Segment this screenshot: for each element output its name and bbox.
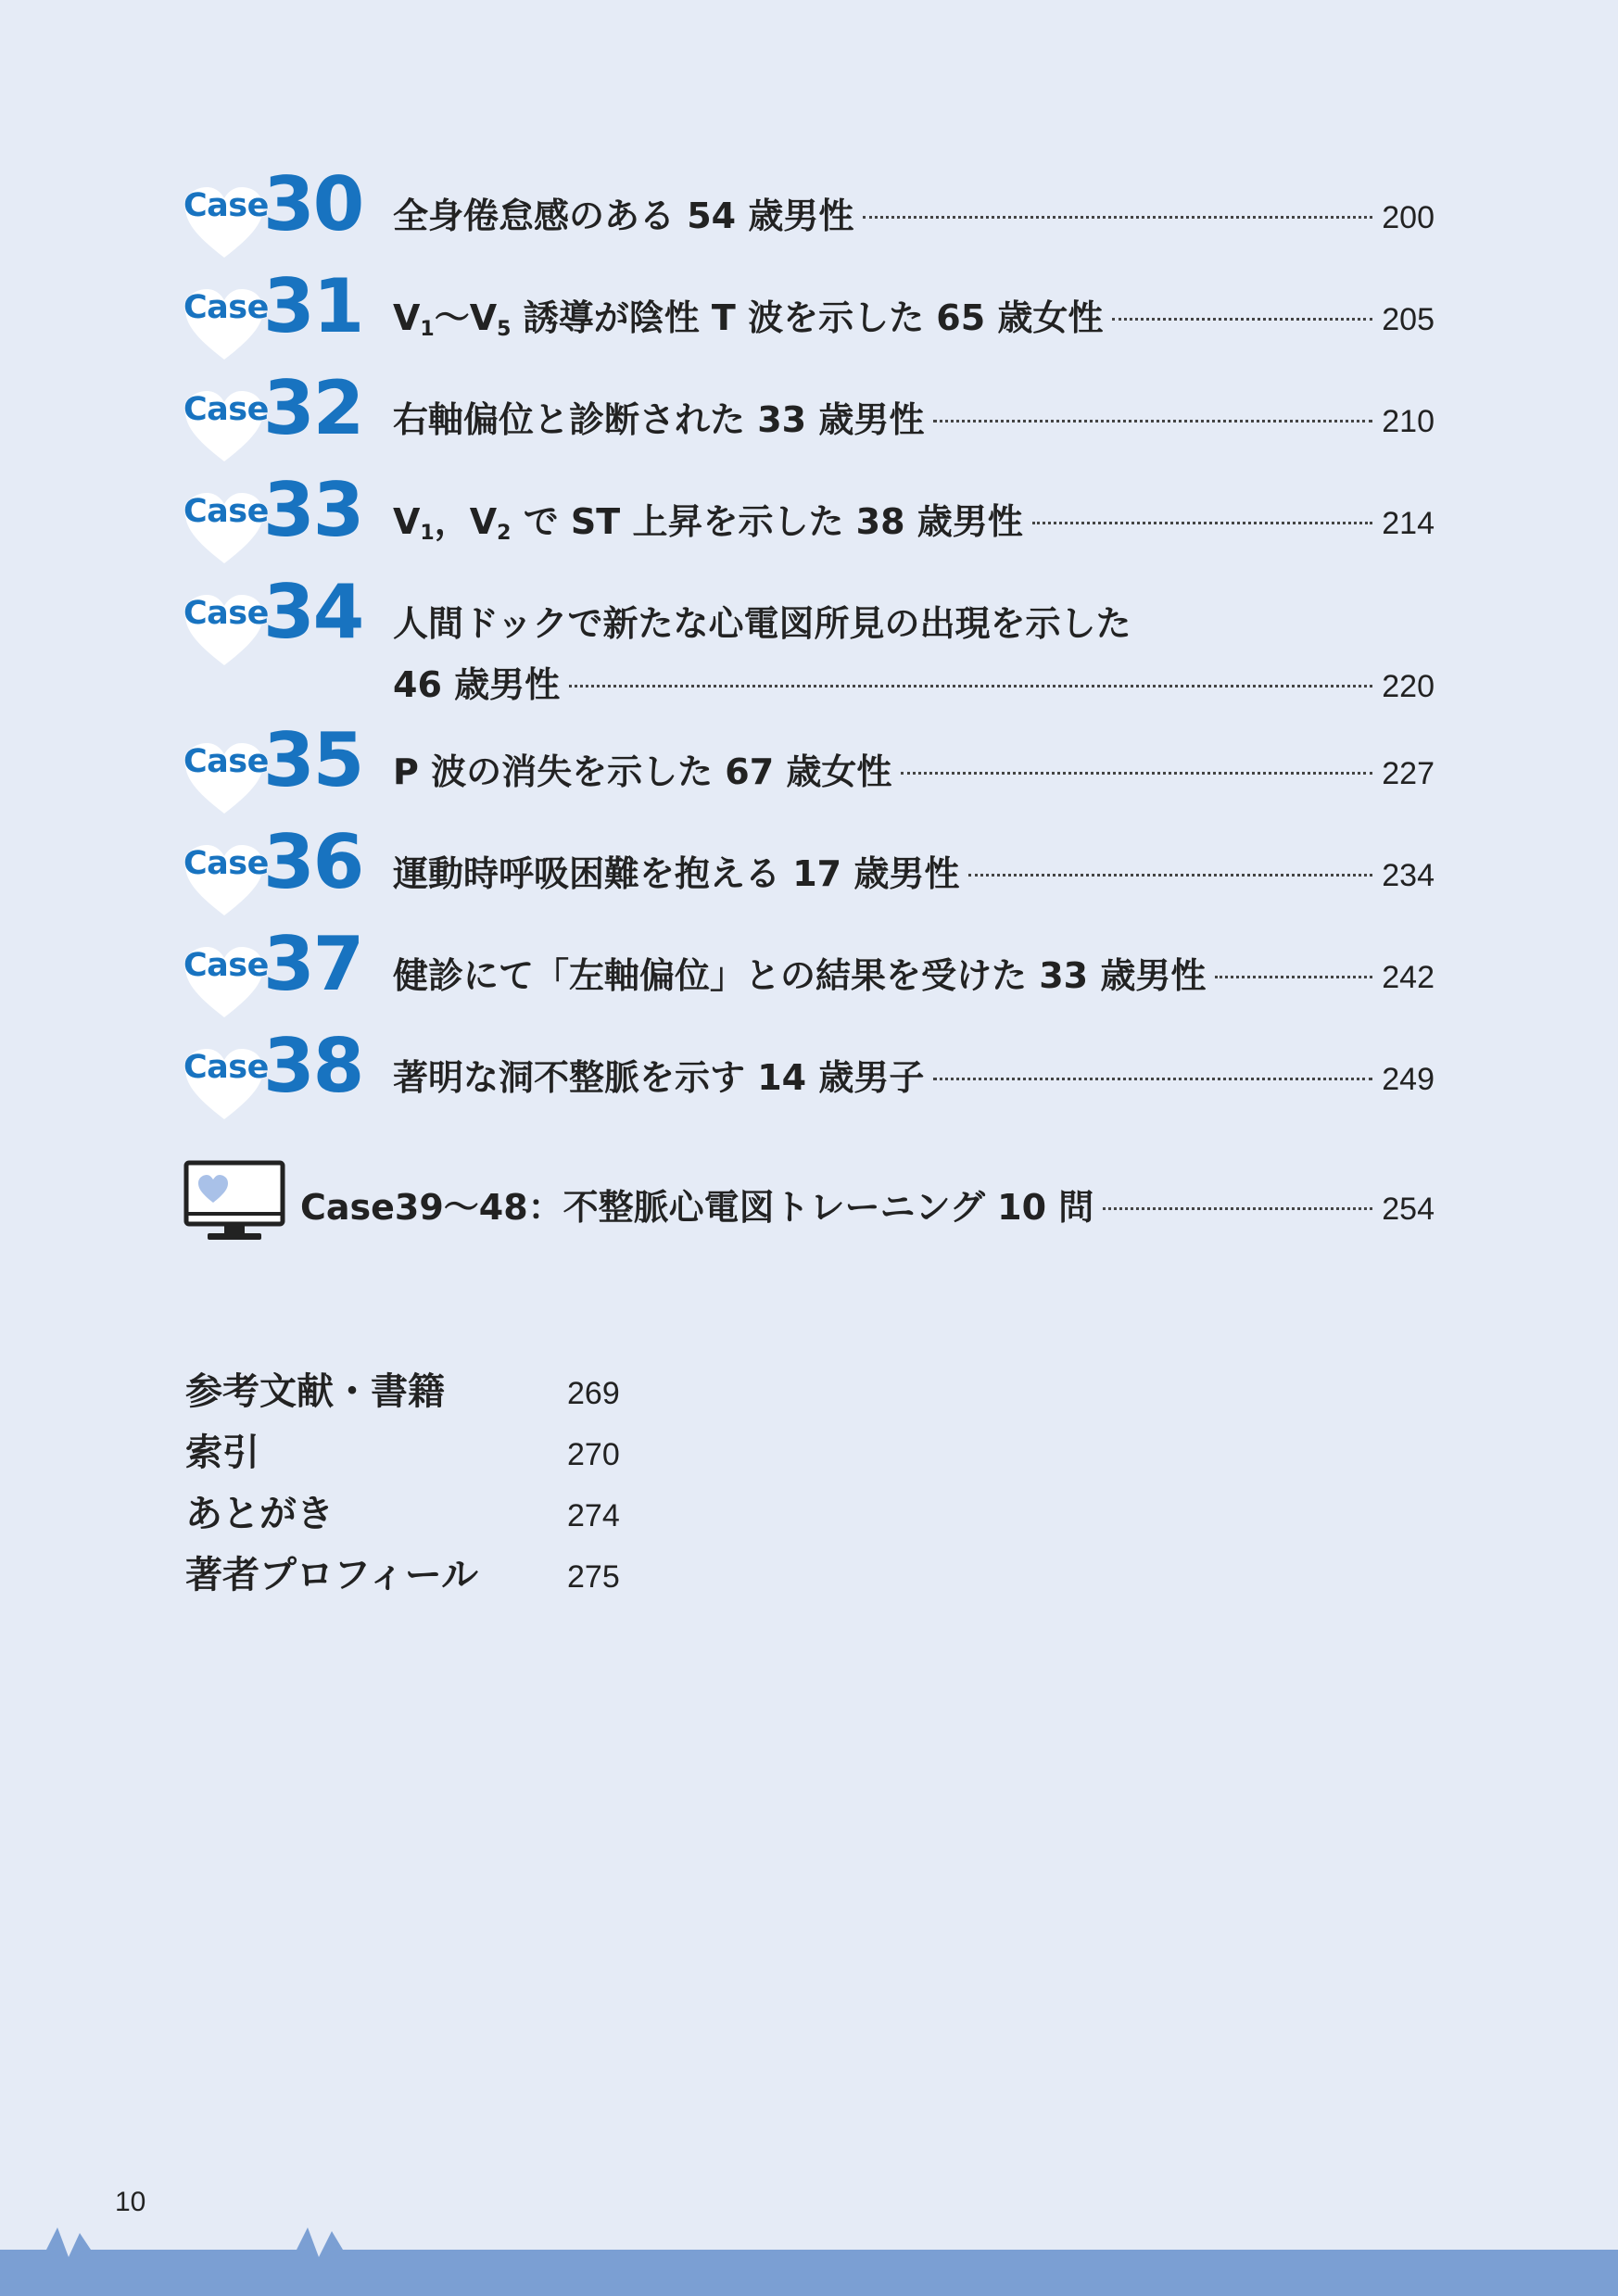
leader-dots [901, 772, 1372, 775]
leader-dots [1103, 1207, 1372, 1210]
footer-ecg-band [0, 2214, 1618, 2296]
entry-title: 右軸偏位と診断された 33 歳男性 [393, 399, 925, 440]
toc-entry-case-33[interactable] [182, 467, 1435, 584]
appendix-item-afterword[interactable] [185, 1484, 834, 1545]
entry-title: P 波の消失を示した 67 歳女性 [393, 751, 892, 792]
entry-page-number: 234 [1382, 858, 1435, 893]
toc-entry-case-32[interactable] [182, 365, 1435, 482]
case-badge [182, 263, 363, 361]
toc-entry-case-38[interactable] [182, 1023, 1435, 1140]
leader-dots [1032, 522, 1372, 524]
case-badge [182, 819, 363, 917]
toc-entry-case-34[interactable] [182, 569, 1435, 741]
toc-entry-case-36[interactable] [182, 819, 1435, 936]
leader-dots [933, 420, 1372, 423]
entry-page-number: 210 [1382, 404, 1435, 439]
appendix-label: あとがき [185, 1493, 334, 1535]
toc-entry-case-37[interactable] [182, 921, 1435, 1038]
case-label: Case [183, 187, 269, 224]
case-badge [182, 161, 363, 259]
appendix-page-number: 275 [567, 1559, 620, 1595]
case-label: Case [183, 289, 269, 326]
leader-dots [863, 216, 1372, 219]
appendix-page-number: 270 [567, 1437, 620, 1472]
entry-title: $V_1$，$V_2$ で ST 上昇を示した 38 歳男性 [393, 501, 1023, 545]
appendix-page-number: 269 [567, 1376, 620, 1411]
entry-page-number: 249 [1382, 1062, 1435, 1097]
case-label: Case [183, 595, 269, 632]
case-badge [182, 365, 363, 463]
appendix-item-author-profile[interactable] [185, 1545, 834, 1607]
appendix-label: 著者プロフィール [185, 1554, 478, 1596]
entry-title: $V_1$〜$V_5$ 誘導が陰性 T 波を示した 65 歳女性 [393, 297, 1104, 341]
entry-page-number: 214 [1382, 506, 1435, 541]
appendix-item-references[interactable] [185, 1362, 834, 1423]
case-badge [182, 569, 363, 667]
monitor-heart-icon [183, 1160, 285, 1243]
training-page-number: 254 [1382, 1192, 1435, 1227]
appendix-list [185, 1362, 834, 1607]
case-number: 34 [263, 569, 363, 655]
case-number: 31 [263, 263, 363, 349]
entry-page-number: 227 [1382, 756, 1435, 791]
case-badge [182, 717, 363, 815]
case-badge [182, 921, 363, 1019]
case-badge [182, 1023, 363, 1121]
entry-title: 健診にて「左軸偏位」との結果を受けた 33 歳男性 [393, 955, 1207, 996]
entry-page-number: 220 [1382, 669, 1435, 704]
case-number: 37 [263, 921, 363, 1007]
entry-title: 著明な洞不整脈を示す 14 歳男子 [393, 1057, 925, 1098]
case-label: Case [183, 743, 269, 780]
entry-title: 全身倦怠感のある 54 歳男性 [393, 196, 854, 236]
entry-page-number: 242 [1382, 960, 1435, 995]
appendix-item-index[interactable] [185, 1423, 834, 1484]
appendix-label: 索引 [185, 1432, 259, 1474]
case-number: 30 [263, 161, 363, 247]
leader-dots [1215, 976, 1372, 978]
entry-title-line-2: 46 歳男性 [393, 664, 561, 705]
leader-dots [1112, 318, 1372, 321]
appendix-label: 参考文献・書籍 [185, 1370, 445, 1413]
toc-entry-case-30[interactable] [182, 161, 1435, 278]
page-number: 10 [115, 2187, 146, 2217]
case-badge [182, 467, 363, 565]
case-label: Case [183, 947, 269, 984]
toc-entry-case-31[interactable] [182, 263, 1435, 380]
case-number: 35 [263, 717, 363, 803]
case-label: Case [183, 845, 269, 882]
entry-title: 運動時呼吸困難を抱える 17 歳男性 [393, 853, 960, 894]
training-title: Case39〜48：不整脈心電図トレーニング 10 問 [300, 1187, 1094, 1228]
case-label: Case [183, 391, 269, 428]
entry-page-number: 200 [1382, 200, 1435, 235]
entry-title-line-1: 人間ドックで新たな心電図所見の出現を示した [393, 603, 1131, 644]
case-number: 38 [263, 1023, 363, 1109]
toc-entry-case-35[interactable] [182, 717, 1435, 834]
case-label: Case [183, 493, 269, 530]
leader-dots [968, 874, 1372, 877]
leader-dots [933, 1078, 1372, 1080]
appendix-page-number: 274 [567, 1498, 620, 1533]
leader-dots [569, 685, 1372, 688]
case-number: 33 [263, 467, 363, 553]
case-label: Case [183, 1049, 269, 1086]
toc-entry-training[interactable] [182, 1160, 1435, 1249]
case-number: 32 [263, 365, 363, 451]
case-number: 36 [263, 819, 363, 905]
entry-page-number: 205 [1382, 302, 1435, 337]
